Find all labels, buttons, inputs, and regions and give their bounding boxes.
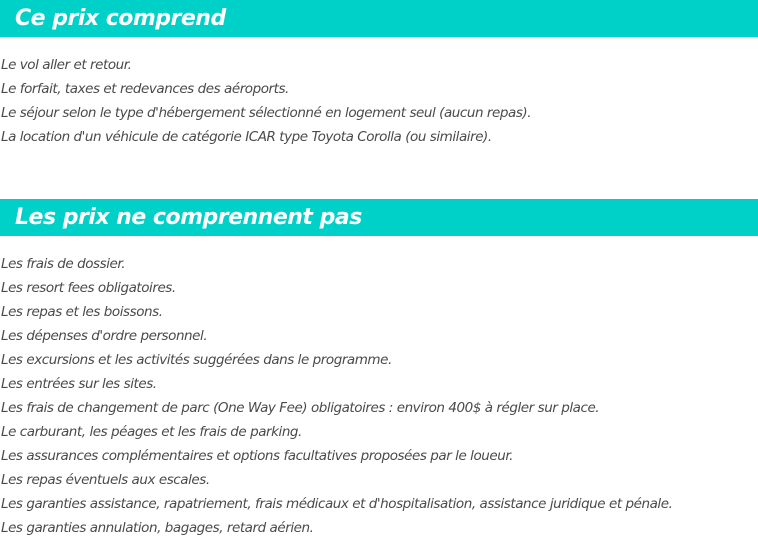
list-item: Les repas et les boissons. xyxy=(1,304,163,320)
list-item: Le carburant, les péages et les frais de parking. xyxy=(1,424,302,440)
list-item: La location d'un véhicule de catégorie ICAR type Toyota Corolla (ou similaire). xyxy=(1,129,492,145)
section-header-included xyxy=(0,0,758,37)
section-header-not-included xyxy=(0,199,758,236)
not-included-list xyxy=(0,252,672,540)
included-list xyxy=(0,53,531,149)
list-item: Les frais de dossier. xyxy=(1,256,126,272)
list-item: Les dépenses d'ordre personnel. xyxy=(1,328,208,344)
list-item: Les assurances complémentaires et options facultatives proposées par le loueur. xyxy=(1,448,514,464)
section-title-not-included: Les prix ne comprennent pas xyxy=(15,205,362,230)
list-item: Les garanties assistance, rapatriement, frais médicaux et d'hospitalisation, assistance juridique et pénale. xyxy=(1,496,673,512)
list-item: Les excursions et les activités suggérées dans le programme. xyxy=(1,352,392,368)
list-item: Le vol aller et retour. xyxy=(1,57,132,73)
list-item: Les garanties annulation, bagages, retard aérien. xyxy=(1,520,314,536)
list-item: Les repas éventuels aux escales. xyxy=(1,472,210,488)
list-item: Le séjour selon le type d'hébergement sélectionné en logement seul (aucun repas). xyxy=(1,105,532,121)
list-item: Le forfait, taxes et redevances des aéroports. xyxy=(1,81,289,97)
list-item: Les entrées sur les sites. xyxy=(1,376,157,392)
list-item: Les resort fees obligatoires. xyxy=(1,280,176,296)
section-title-included: Ce prix comprend xyxy=(15,6,226,31)
list-item: Les frais de changement de parc (One Way Fee) obligatoires : environ 400$ à régler sur place. xyxy=(1,400,600,416)
